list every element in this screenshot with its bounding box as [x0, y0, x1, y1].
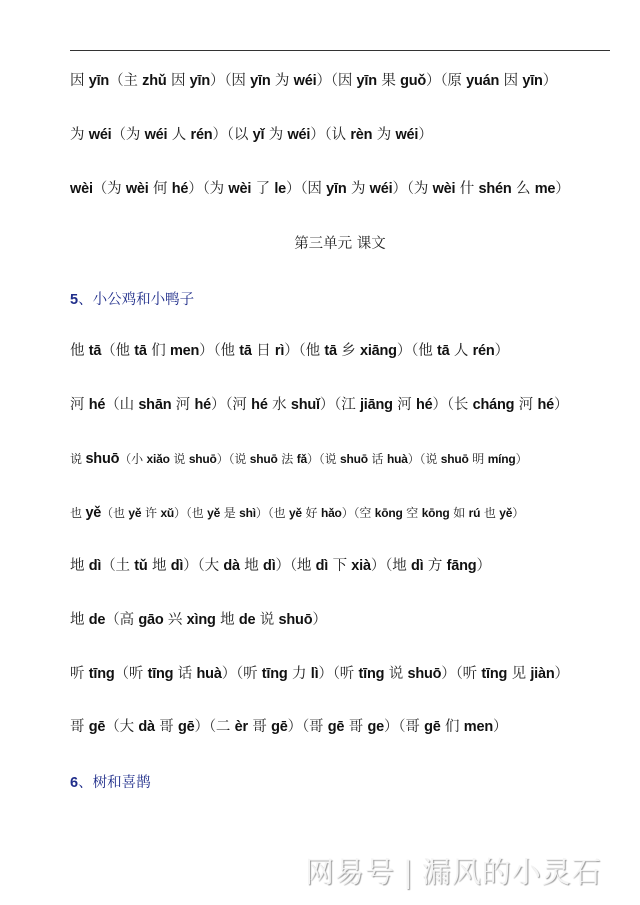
pinyin-line — [70, 449, 527, 469]
word-pinyin: wèi — [432, 181, 456, 197]
section-number: 5 — [70, 292, 79, 308]
word-pinyin: rú — [468, 506, 481, 520]
word-group: （主 zhǔ 因 yīn） — [109, 73, 225, 89]
pinyin-line — [70, 179, 570, 199]
word-character: 人 — [171, 127, 187, 143]
pinyin-line — [70, 71, 557, 91]
word-character: 大 — [119, 719, 134, 735]
word-character: 地 — [152, 558, 167, 574]
head-character: 地 — [70, 558, 85, 574]
word-pinyin: yě — [288, 506, 302, 520]
word-character: 也 — [483, 506, 496, 520]
word-character: 见 — [511, 666, 526, 682]
word-group: （他 tā 人 rén） — [411, 343, 509, 359]
word-character: 也 — [112, 506, 125, 520]
word-pinyin: hé — [537, 397, 554, 413]
word-character: 哥 — [405, 719, 420, 735]
word-group: （原 yuán 因 yīn） — [440, 73, 558, 89]
word-character: 也 — [273, 506, 286, 520]
head-character: 他 — [70, 343, 85, 359]
word-character: 为 — [350, 181, 366, 197]
word-pinyin: kōng — [374, 506, 403, 520]
word-group: （说 shuō 明 míng） — [419, 452, 528, 466]
word-character: 河 — [175, 397, 191, 413]
word-pinyin: hé — [194, 397, 212, 413]
word-pinyin: cháng — [472, 397, 515, 413]
word-pinyin: ge — [367, 719, 384, 735]
word-pinyin: tīng — [261, 666, 288, 682]
head-pinyin: wèi — [70, 181, 93, 197]
word-pinyin: shì — [239, 506, 256, 520]
word-pinyin: gē — [271, 719, 288, 735]
watermark-author: 漏风的小灵石 — [421, 855, 602, 889]
word-pinyin: gē — [327, 719, 345, 735]
word-group: （说 shuō 法 fǎ） — [228, 452, 319, 466]
word-pinyin: rén — [472, 343, 495, 359]
word-character: 因 — [503, 73, 518, 89]
word-character: 什 — [459, 181, 475, 197]
section-separator: 、 — [78, 775, 93, 791]
section-separator: 、 — [78, 292, 93, 308]
head-pinyin: shuō — [85, 451, 120, 467]
word-group: （哥 gē 们 men） — [398, 719, 508, 735]
word-character: 河 — [518, 397, 534, 413]
word-group: （土 tǔ 地 dì） — [101, 558, 198, 574]
section-title: 树和喜鹊 — [92, 775, 151, 791]
word-pinyin: èr — [234, 719, 248, 735]
word-pinyin: yuán — [466, 73, 500, 89]
word-character: 原 — [447, 73, 462, 89]
word-character: 江 — [341, 397, 356, 413]
word-character: 乡 — [341, 343, 356, 359]
head-pinyin: hé — [88, 397, 106, 413]
word-group: （因 yīn 为 wéi） — [300, 181, 407, 197]
word-group: （也 yě 是 shì） — [185, 506, 268, 520]
word-character: 说 — [425, 452, 438, 466]
word-pinyin: gē — [424, 719, 441, 735]
word-character: 听 — [339, 666, 355, 682]
word-pinyin: gē — [178, 719, 195, 735]
word-character: 为 — [125, 127, 141, 143]
word-pinyin: wéi — [144, 127, 168, 143]
word-character: 说 — [388, 666, 404, 682]
word-group: （也 yě 许 xǔ） — [101, 506, 186, 520]
word-character: 是 — [223, 506, 236, 520]
word-character: 因 — [307, 181, 322, 197]
word-pinyin: xǔ — [160, 506, 175, 520]
word-pinyin: yīn — [356, 73, 377, 89]
word-group: （小 xiǎo 说 shuō） — [119, 452, 229, 466]
word-group: （他 tā 乡 xiāng） — [298, 343, 412, 359]
word-character: 方 — [427, 558, 443, 574]
word-pinyin: shuō — [188, 452, 217, 466]
word-pinyin: kōng — [421, 506, 450, 520]
word-character: 他 — [418, 343, 433, 359]
word-pinyin: dì — [263, 558, 276, 574]
word-character: 们 — [151, 343, 166, 359]
word-pinyin: wèi — [125, 181, 149, 197]
word-pinyin: dà — [138, 719, 155, 735]
word-character: 力 — [292, 666, 307, 682]
word-pinyin: xìng — [186, 612, 216, 628]
word-pinyin: tā — [436, 343, 450, 359]
word-pinyin: yīn — [250, 73, 271, 89]
word-character: 空 — [359, 506, 372, 520]
word-pinyin: hé — [171, 181, 189, 197]
word-character: 他 — [220, 343, 235, 359]
word-pinyin: wéi — [287, 127, 311, 143]
word-group: （因 yīn 为 wéi） — [224, 73, 331, 89]
word-character: 以 — [233, 127, 249, 143]
word-pinyin: tīng — [147, 666, 174, 682]
word-pinyin: yě — [499, 506, 513, 520]
word-group: （他 tā 日 rì） — [213, 343, 299, 359]
word-group: （哥 gē 哥 ge） — [301, 719, 399, 735]
word-pinyin: yīn — [189, 73, 211, 89]
head-character: 哥 — [70, 719, 85, 735]
word-pinyin: yǐ — [252, 127, 265, 143]
word-group: （认 rèn 为 wéi） — [324, 127, 433, 143]
section-title: 小公鸡和小鸭子 — [92, 292, 195, 308]
word-pinyin: tǔ — [134, 558, 148, 574]
word-character: 许 — [145, 506, 157, 520]
head-pinyin: yīn — [88, 73, 110, 89]
word-character: 因 — [231, 73, 246, 89]
word-pinyin: hé — [415, 397, 433, 413]
word-character: 听 — [128, 666, 144, 682]
word-pinyin: men — [169, 343, 200, 359]
word-pinyin: hǎo — [320, 506, 342, 520]
word-pinyin: wéi — [369, 181, 393, 197]
unit-title: 第三单元 课文 — [294, 236, 386, 252]
word-pinyin: huà — [386, 452, 408, 466]
word-pinyin: rèn — [350, 127, 373, 143]
word-pinyin: le — [274, 181, 287, 197]
word-character: 他 — [305, 343, 320, 359]
word-group: （地 dì 下 xià） — [289, 558, 386, 574]
word-group: （高 gāo 兴 xìng 地 de 说 shuō） — [105, 612, 327, 628]
word-character: 河 — [232, 397, 247, 413]
word-character: 人 — [453, 343, 469, 359]
word-group: （河 hé 水 shuǐ） — [225, 397, 335, 413]
word-pinyin: jiàn — [530, 666, 555, 682]
head-pinyin: wéi — [88, 127, 112, 143]
word-group: （他 tā 们 men） — [101, 343, 214, 359]
head-pinyin: tā — [88, 343, 102, 359]
word-group: （听 tīng 说 shuō） — [332, 666, 456, 682]
word-character: 话 — [177, 666, 193, 682]
word-group: （以 yǐ 为 wéi） — [226, 127, 325, 143]
word-character: 因 — [337, 73, 353, 89]
word-character: 说 — [173, 452, 186, 466]
word-group: （大 dà 地 dì） — [197, 558, 290, 574]
pinyin-line — [70, 341, 509, 361]
word-pinyin: shuō — [407, 666, 442, 682]
word-character: 地 — [244, 558, 259, 574]
word-character: 们 — [445, 719, 460, 735]
word-character: 河 — [397, 397, 412, 413]
word-pinyin: guǒ — [400, 73, 427, 89]
section-heading-5 — [70, 288, 194, 309]
word-character: 地 — [220, 612, 235, 628]
word-pinyin: men — [463, 719, 493, 735]
word-pinyin: shuō — [440, 452, 469, 466]
word-pinyin: lì — [310, 666, 319, 682]
word-pinyin: dì — [315, 558, 329, 574]
word-group: （空 kōng 空 kōng 如 rú 也 yě） — [353, 506, 525, 520]
word-group: （大 dà 哥 gē） — [105, 719, 209, 735]
word-character: 兴 — [167, 612, 183, 628]
word-pinyin: hé — [251, 397, 268, 413]
watermark-platform: 网易号 — [305, 855, 396, 889]
head-character: 因 — [70, 73, 85, 89]
word-pinyin: tā — [324, 343, 337, 359]
word-pinyin: dì — [170, 558, 184, 574]
word-character: 话 — [371, 452, 384, 466]
head-character: 说 — [70, 452, 82, 466]
word-character: 为 — [268, 127, 284, 143]
head-character: 为 — [70, 127, 85, 143]
word-pinyin: shān — [138, 397, 172, 413]
word-character: 哥 — [309, 719, 324, 735]
word-pinyin: rì — [274, 343, 285, 359]
word-character: 山 — [119, 397, 134, 413]
word-character: 为 — [413, 181, 429, 197]
word-group: （为 wéi 人 rén） — [111, 127, 227, 143]
word-pinyin: míng — [487, 452, 516, 466]
word-group: （听 tīng 见 jiàn） — [455, 666, 569, 682]
watermark — [305, 850, 602, 891]
head-pinyin: tīng — [88, 666, 115, 682]
word-character: 么 — [515, 181, 531, 197]
pinyin-line — [70, 125, 433, 145]
word-pinyin: yě — [207, 506, 221, 520]
word-character: 了 — [255, 181, 270, 197]
word-pinyin: dì — [410, 558, 424, 574]
word-character: 大 — [204, 558, 219, 574]
word-character: 说 — [234, 452, 247, 466]
word-group: （为 wèi 什 shén 么 me） — [406, 181, 570, 197]
word-character: 果 — [381, 73, 396, 89]
word-pinyin: fǎ — [296, 452, 307, 466]
word-pinyin: me — [534, 181, 556, 197]
pinyin-line — [70, 395, 568, 415]
section-heading-6 — [70, 771, 151, 792]
word-group: （为 wèi 何 hé） — [92, 181, 203, 197]
word-group: （也 yě 好 hǎo） — [267, 506, 354, 520]
word-character: 小 — [131, 452, 143, 466]
word-group: （二 èr 哥 gē） — [208, 719, 302, 735]
head-pinyin: de — [88, 612, 106, 628]
word-pinyin: xiāng — [359, 343, 397, 359]
word-pinyin: shuǐ — [290, 397, 320, 413]
word-character: 说 — [259, 612, 275, 628]
head-pinyin: dì — [88, 558, 102, 574]
pinyin-line — [70, 503, 524, 523]
section-number: 6 — [70, 775, 79, 791]
head-character: 听 — [70, 666, 85, 682]
pinyin-line — [70, 664, 569, 684]
word-pinyin: dà — [223, 558, 240, 574]
word-character: 长 — [453, 397, 469, 413]
word-group: （说 shuō 话 huà） — [318, 452, 420, 466]
word-pinyin: wèi — [228, 181, 252, 197]
word-group: （听 tīng 话 huà） — [114, 666, 236, 682]
word-character: 空 — [406, 506, 419, 520]
pinyin-line — [70, 717, 507, 737]
word-character: 好 — [305, 506, 318, 520]
word-pinyin: shuō — [340, 452, 368, 466]
head-character: 地 — [70, 612, 85, 628]
word-group: （山 shān 河 hé） — [105, 397, 226, 413]
word-character: 听 — [243, 666, 258, 682]
word-pinyin: yīn — [326, 181, 347, 197]
word-pinyin: rén — [190, 127, 213, 143]
head-pinyin: gē — [88, 719, 106, 735]
word-character: 土 — [115, 558, 130, 574]
word-character: 地 — [296, 558, 312, 574]
word-character: 二 — [215, 719, 231, 735]
word-pinyin: wéi — [395, 127, 419, 143]
word-character: 如 — [453, 506, 465, 520]
word-pinyin: gāo — [138, 612, 164, 628]
word-character: 听 — [462, 666, 477, 682]
word-character: 哥 — [159, 719, 174, 735]
head-pinyin: yě — [85, 505, 102, 521]
head-character: 河 — [70, 397, 85, 413]
word-character: 也 — [191, 506, 204, 520]
word-character: 地 — [392, 558, 407, 574]
word-group: （为 wèi 了 le） — [202, 181, 301, 197]
word-character: 高 — [119, 612, 134, 628]
word-pinyin: shén — [478, 181, 512, 197]
word-pinyin: xià — [351, 558, 371, 574]
word-pinyin: wéi — [293, 73, 317, 89]
word-pinyin: de — [238, 612, 256, 628]
top-divider — [70, 50, 610, 51]
word-character: 认 — [331, 127, 346, 143]
word-pinyin: yīn — [522, 73, 543, 89]
word-character: 哥 — [252, 719, 267, 735]
word-character: 日 — [256, 343, 271, 359]
word-pinyin: zhǔ — [142, 73, 167, 89]
word-pinyin: shuō — [249, 452, 278, 466]
word-character: 他 — [115, 343, 130, 359]
word-group: （听 tīng 力 lì） — [236, 666, 333, 682]
word-character: 下 — [332, 558, 347, 574]
word-group: （因 yīn 果 guǒ） — [330, 73, 441, 89]
word-character: 为 — [274, 73, 290, 89]
word-group: （江 jiāng 河 hé） — [334, 397, 447, 413]
word-pinyin: tīng — [481, 666, 508, 682]
word-pinyin: yě — [128, 506, 142, 520]
word-pinyin: tā — [134, 343, 147, 359]
word-pinyin: huà — [196, 666, 222, 682]
word-pinyin: xiǎo — [146, 452, 170, 466]
word-character: 说 — [324, 452, 337, 466]
word-group: （地 dì 方 fāng） — [385, 558, 491, 574]
word-character: 主 — [123, 73, 138, 89]
word-character: 何 — [153, 181, 168, 197]
word-character: 哥 — [348, 719, 364, 735]
word-group: （长 cháng 河 hé） — [446, 397, 569, 413]
pinyin-line — [70, 556, 491, 576]
word-character: 法 — [281, 452, 294, 466]
word-character: 为 — [376, 127, 392, 143]
watermark-separator: | — [403, 855, 414, 889]
word-character: 为 — [209, 181, 224, 197]
word-character: 为 — [107, 181, 122, 197]
word-pinyin: shuō — [278, 612, 313, 628]
word-pinyin: jiāng — [359, 397, 393, 413]
word-pinyin: fāng — [446, 558, 477, 574]
head-character: 也 — [70, 506, 82, 520]
word-character: 因 — [170, 73, 186, 89]
word-pinyin: tīng — [358, 666, 385, 682]
word-character: 水 — [272, 397, 287, 413]
pinyin-line — [70, 610, 327, 630]
word-character: 明 — [472, 452, 485, 466]
word-pinyin: tā — [239, 343, 252, 359]
